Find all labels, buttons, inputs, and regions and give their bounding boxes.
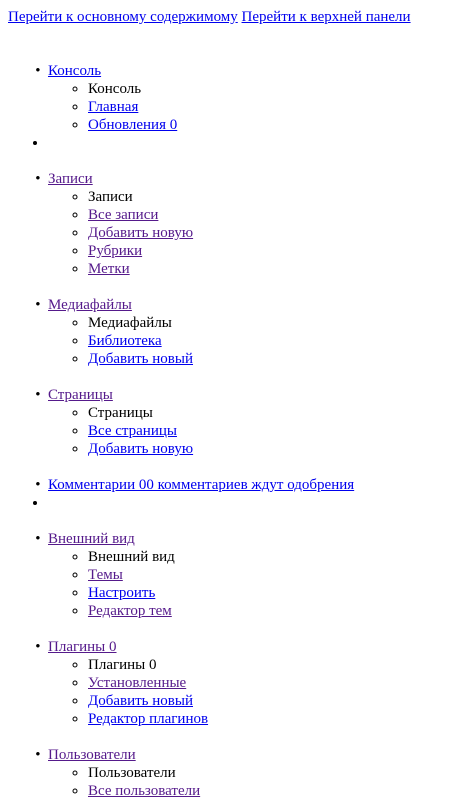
menu-separator [48,134,354,152]
menu-item-media [48,278,354,368]
menu-link-plugins[interactable]: • Плагины 0 [48,639,117,655]
menu-item-console [48,44,354,134]
submenu-item-tags [88,260,354,278]
submenu-heading-users: ◦ Пользователи [88,764,354,782]
link-categories[interactable]: Рубрики [88,243,143,259]
link-add-media[interactable]: Добавить новый [88,351,193,367]
menu-item-pages [48,368,354,458]
submenu-appearance [48,548,354,620]
menu-link-posts[interactable]: • Записи [48,171,93,187]
link-add-page[interactable]: Добавить новую [88,441,194,457]
submenu-item-library [88,332,354,350]
submenu-item-updates [88,116,354,134]
submenu-item-installed [88,674,354,692]
link-themes[interactable]: Темы [88,567,123,583]
submenu-heading-posts: ◦ Записи [88,188,354,206]
menu-item-plugins [48,620,354,728]
skip-to-toolbar-link[interactable]: Перейти к верхней панели [241,9,411,25]
menu-link-comments[interactable]: • Комментарии 00 комментариев ждут одобрения [48,477,355,493]
submenu-item-add-plugin [88,692,354,710]
submenu-item-add-media [88,350,354,368]
link-library[interactable]: Библиотека [88,333,162,349]
submenu-heading-appearance: ◦ Внешний вид [88,548,354,566]
menu-item-comments [48,458,354,494]
link-add-plugin[interactable]: Добавить новый [88,693,193,709]
submenu-item-all-users [88,782,354,800]
menu-link-console[interactable]: • Консоль [48,63,102,79]
submenu-console [48,80,354,134]
submenu-item-home [88,98,354,116]
link-add-post[interactable]: Добавить новую [88,225,194,241]
submenu-heading-pages: ◦ Страницы [88,404,354,422]
link-updates[interactable]: Обновления 0 [88,117,178,133]
submenu-item-add-page [88,440,354,458]
link-tags[interactable]: Метки [88,261,130,277]
skip-links [8,8,411,26]
submenu-posts [48,188,354,278]
menu-item-users [48,728,354,800]
submenu-heading-plugins: ◦ Плагины 0 [88,656,354,674]
menu-link-pages[interactable]: • Страницы [48,387,113,403]
menu-link-media[interactable]: • Медиафайлы [48,297,132,313]
link-plugin-editor[interactable]: Редактор плагинов [88,711,209,727]
submenu-item-add-post [88,224,354,242]
submenu-media [48,314,354,368]
submenu-item-all-pages [88,422,354,440]
menu-link-appearance[interactable]: • Внешний вид [48,531,135,547]
submenu-item-theme-editor [88,602,354,620]
submenu-pages [48,404,354,458]
menu-link-users[interactable]: • Пользователи [48,747,136,763]
menu-item-appearance [48,512,354,620]
submenu-plugins [48,656,354,728]
link-customize[interactable]: Настроить [88,585,156,601]
link-all-users[interactable]: Все пользователи [88,783,201,799]
admin-menu [8,44,354,800]
submenu-item-themes [88,566,354,584]
link-theme-editor[interactable]: Редактор тем [88,603,172,619]
link-installed-plugins[interactable]: Установленные [88,675,187,691]
submenu-item-categories [88,242,354,260]
submenu-item-all-posts [88,206,354,224]
menu-item-posts [48,152,354,278]
skip-to-main-link[interactable]: Перейти к основному содержимому [8,9,238,25]
menu-separator [48,494,354,512]
submenu-item-plugin-editor [88,710,354,728]
link-all-pages[interactable]: Все страницы [88,423,177,439]
submenu-heading-console: ◦ Консоль [88,80,354,98]
link-all-posts[interactable]: Все записи [88,207,159,223]
submenu-heading-media: ◦ Медиафайлы [88,314,354,332]
submenu-item-customize [88,584,354,602]
link-home[interactable]: Главная [88,99,139,115]
